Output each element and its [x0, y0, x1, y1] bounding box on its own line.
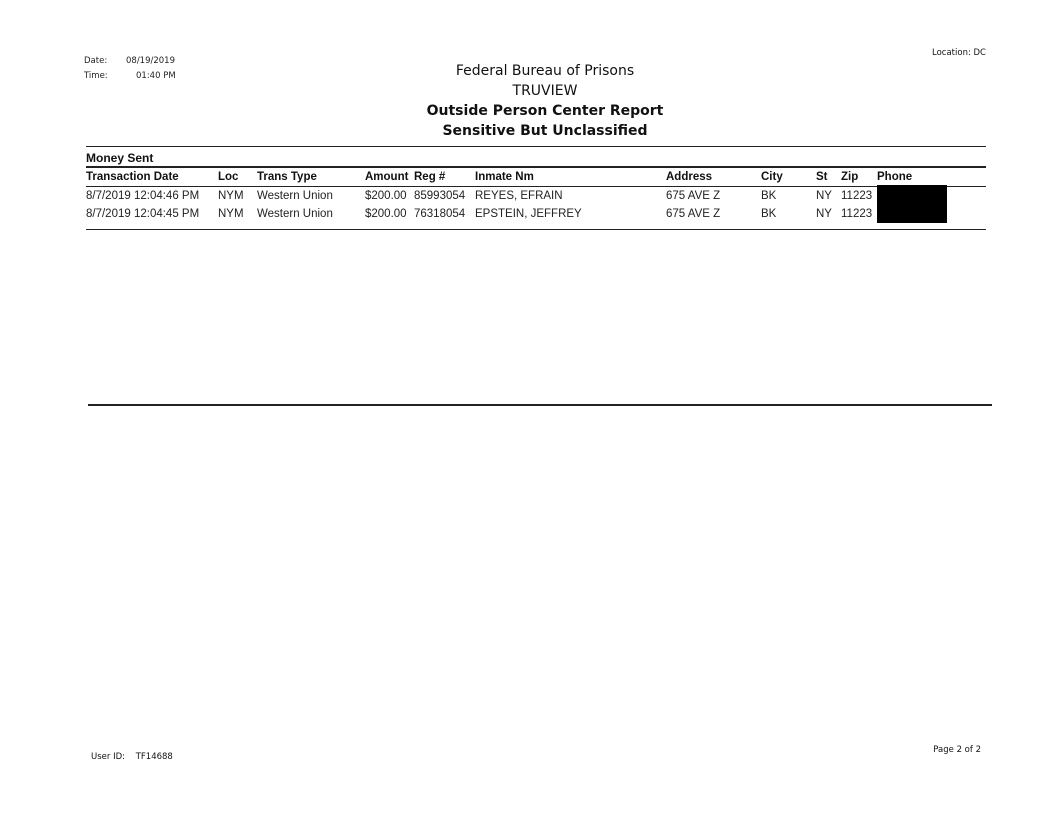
system-name: TRUVIEW — [512, 83, 578, 99]
cell-reg: 85993054 — [414, 190, 466, 202]
cell-transaction-date: 8/7/2019 12:04:45 PM — [86, 208, 200, 220]
table-row — [86, 187, 986, 205]
date-value: 08/19/2019 — [126, 56, 175, 66]
cell-st: NY — [816, 190, 832, 202]
money-sent-table — [86, 168, 986, 223]
col-transaction-date: Transaction Date — [86, 170, 179, 183]
cell-trans-type: Western Union — [257, 208, 333, 220]
cell-trans-type: Western Union — [257, 190, 333, 202]
time-label: Time: — [84, 71, 108, 81]
cell-inmate-name: EPSTEIN, JEFFREY — [475, 208, 582, 220]
cell-inmate-name: REYES, EFRAIN — [475, 190, 563, 202]
col-zip: Zip — [841, 170, 859, 183]
report-title-block — [0, 61, 1056, 141]
cell-amount: $200.00 — [365, 190, 407, 202]
cell-address: 675 AVE Z — [666, 208, 721, 220]
cell-zip: 11223 — [841, 190, 873, 202]
col-reg: Reg # — [414, 170, 446, 183]
user-id-label: User ID: — [91, 752, 125, 762]
table-header-row — [86, 168, 986, 186]
agency-name: Federal Bureau of Prisons — [455, 63, 635, 79]
cell-transaction-date: 8/7/2019 12:04:46 PM — [86, 190, 200, 202]
section-title: Money Sent — [86, 151, 154, 165]
col-amount: Amount — [365, 170, 409, 183]
user-id-row — [91, 752, 173, 762]
cell-amount: $200.00 — [365, 208, 407, 220]
classification: Sensitive But Unclassified — [442, 123, 648, 139]
time-value: 01:40 PM — [136, 71, 176, 81]
col-city: City — [761, 170, 783, 183]
col-trans-type: Trans Type — [257, 170, 317, 183]
cell-address: 675 AVE Z — [666, 190, 721, 202]
col-address: Address — [666, 170, 713, 183]
table-row — [86, 205, 986, 223]
cell-phone — [877, 187, 986, 205]
section-top-rule — [86, 146, 986, 147]
user-id-value: TF14688 — [135, 752, 173, 762]
cell-city: BK — [761, 190, 777, 202]
phone-redaction-block — [877, 185, 947, 223]
cell-zip: 11223 — [841, 208, 873, 220]
cell-city: BK — [761, 208, 777, 220]
page-number: Page 2 of 2 — [933, 745, 981, 755]
col-st: St — [816, 170, 828, 183]
date-label: Date: — [84, 56, 108, 66]
location: Location: DC — [932, 48, 986, 58]
report-name: Outside Person Center Report — [426, 103, 664, 119]
col-loc: Loc — [218, 170, 239, 183]
cell-st: NY — [816, 208, 832, 220]
cell-loc: NYM — [218, 190, 244, 202]
col-phone: Phone — [877, 170, 913, 183]
cell-reg: 76318054 — [414, 208, 466, 220]
page-separator-rule — [88, 404, 992, 406]
table-bottom-rule — [86, 229, 986, 230]
col-inmate-name: Inmate Nm — [475, 170, 534, 183]
cell-loc: NYM — [218, 208, 244, 220]
